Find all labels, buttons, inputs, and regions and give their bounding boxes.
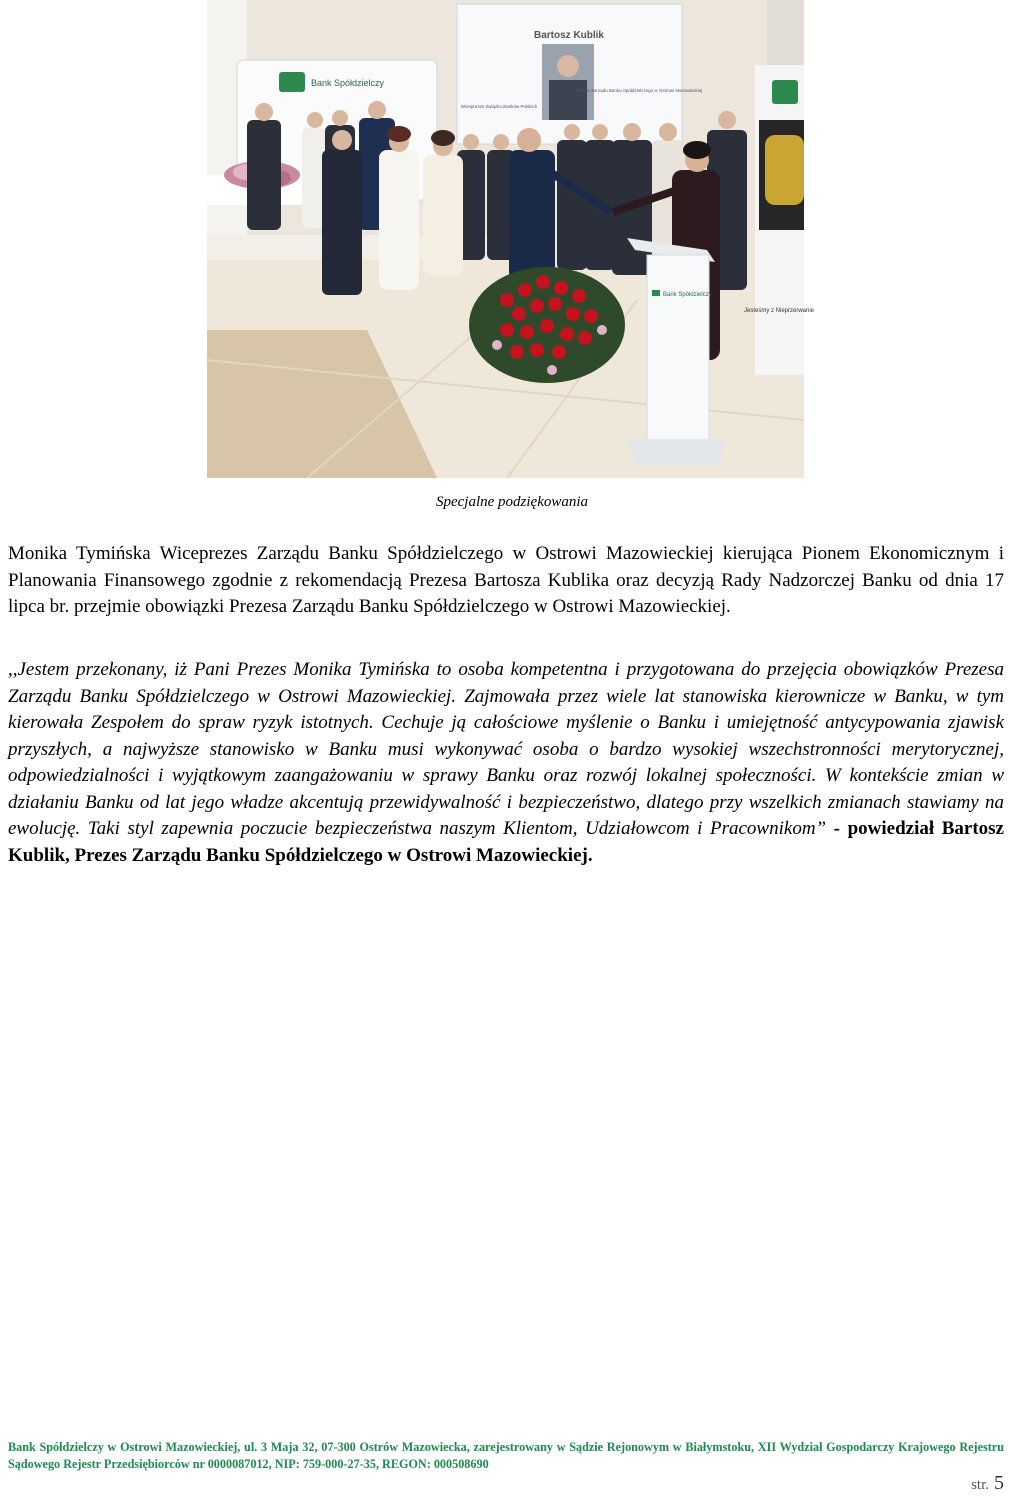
footer-company-info: Bank Spółdzielczy w Ostrowi Mazowieckiej, ul. 3 Maja 32, 07-300 Ostrów Mazowiecka, zarejestrowany w Sądzie Rejonowym w Białymstoku, XII Wydział Gospodarczy Krajowego Rejestru Sądowego Rejestr Przedsiębiorców nr 0000087012, NIP: 759-000-27-35, REGON: 000508690 <box>8 1440 1004 1471</box>
body-paragraph-quote <box>8 657 1004 869</box>
event-photo-illustration <box>207 0 815 478</box>
banner-text: Bank Spółdzielczy <box>311 78 385 88</box>
screen-right-text: Prezes Zarządu Banku Spółdzielczego w Ostrowi Mazowieckiej <box>575 88 703 93</box>
quote-text: ,,Jestem przekonany, iż Pani Prezes Monika Tymińska to osoba kompetentna i przygotowana do przejęcia obowiązków Prezesa Zarządu Banku Spółdzielczego w Ostrowi Mazowieckiej. Zajmowała przez wiele lat stanowiska kierownicze w Banku, w tym kierowała Zespołem do spraw ryzyk istotnych. Cechuje ją całościowe myślenie o Banku i umiejętność antycypowania zjawisk przyszłych, a najwyższe stanowisko w Banku musi wykonywać osoba o bardzo wysokiej wszechstronności merytorycznej, odpowiedzialności i wyjątkowym zaangażowaniu w sprawy Banku oraz rozwój lokalnej społeczności. W kontekście zmian w działaniu Banku od lat jego władze akcentują przewidywalność i bezpieczeństwo, dlatego przy wszelkich zmianach stawiamy na ewolucję. Taki styl zapewnia poczucie bezpieczeństwa naszym Klientom, Udziałowcom i Pracownikom” <box>8 659 1004 839</box>
body-paragraph-announcement: Monika Tymińska Wiceprezes Zarządu Banku Spółdzielczego w Ostrowi Mazowieckiej kierująca Pionem Ekonomicznym i Planowania Finansowego zgodnie z rekomendacją Prezesa Bartosza Kublika oraz decyzją Rady Nadzorczej Banku od dnia 17 lipca br. przejmie obowiązki Prezesa Zarządu Banku Spółdzielczego w Ostrowi Mazowieckiej. <box>8 543 1004 617</box>
lectern-text: Bank Spółdzielczy <box>663 292 712 298</box>
page-number <box>971 1472 1004 1495</box>
quote-attribution: - powiedział Bartosz Kublik, Prezes Zarządu Banku Spółdzielczego w Ostrowi Mazowieckiej. <box>8 818 1004 866</box>
screen-name-text: Bartosz Kublik <box>533 30 605 41</box>
photo-caption: Specjalne podziękowania <box>435 494 589 510</box>
page-number-value: 5 <box>994 1472 1004 1494</box>
page-number-prefix: str. <box>971 1477 989 1493</box>
screen-left-text: Wiceprezes Związku Banków Polskich <box>460 104 538 109</box>
rollup-text: Jesteśmy z Nieprzerwanie <box>743 308 815 314</box>
event-photo <box>207 0 815 478</box>
